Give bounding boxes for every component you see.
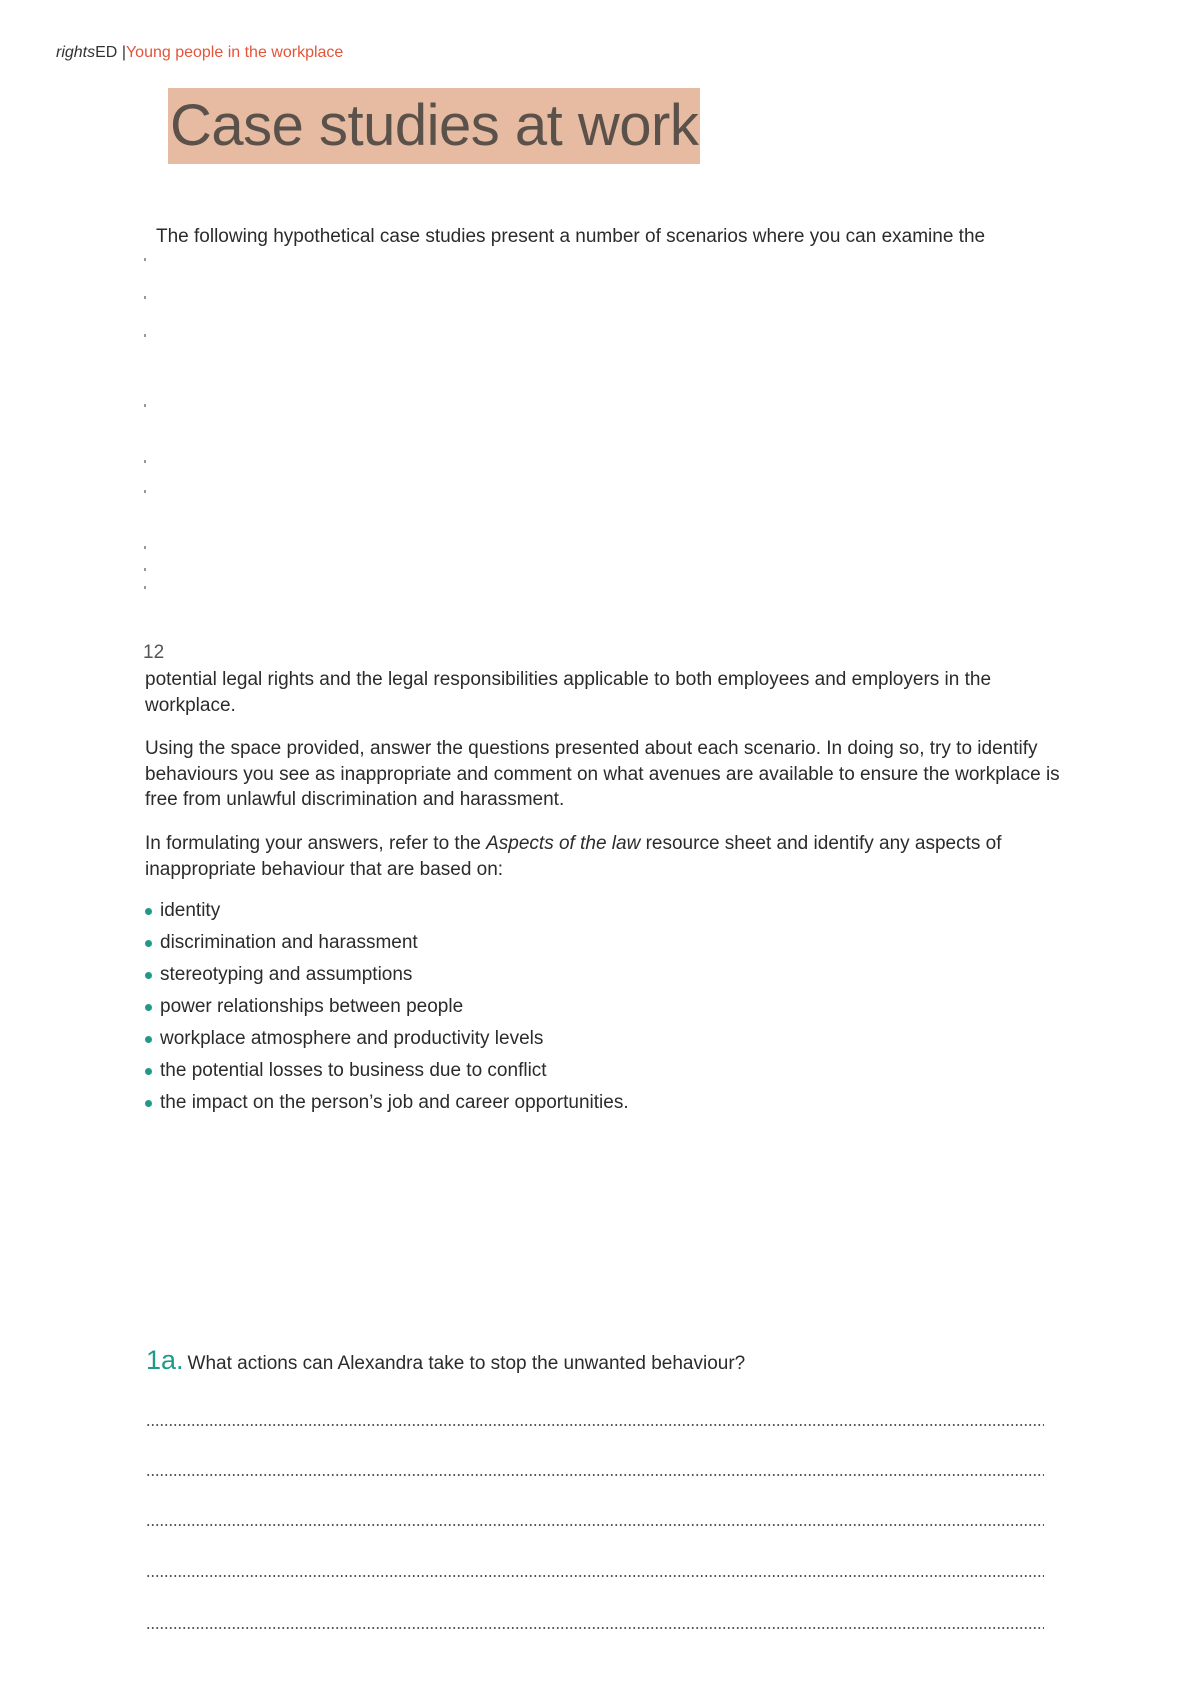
margin-mark xyxy=(144,546,146,549)
list-item-text: the impact on the person’s job and career opportunities. xyxy=(160,1092,629,1113)
list-item xyxy=(145,895,629,927)
paragraph-aspects xyxy=(145,831,1065,882)
running-header xyxy=(56,44,343,62)
question-1a xyxy=(146,1345,745,1376)
margin-mark xyxy=(144,334,146,337)
title-banner xyxy=(168,88,700,164)
list-item xyxy=(145,1055,629,1087)
bullet-dot-icon xyxy=(145,972,152,979)
brand-name-suffix: ED xyxy=(95,44,118,61)
list-item xyxy=(145,1023,629,1055)
list-item-text: the potential losses to business due to conflict xyxy=(160,1060,547,1081)
bullet-dot-icon xyxy=(145,940,152,947)
page-title: Case studies at work xyxy=(170,93,699,158)
question-text: What actions can Alexandra take to stop the unwanted behaviour? xyxy=(187,1353,746,1374)
margin-mark xyxy=(144,258,146,261)
brand-name-italic: rights xyxy=(56,44,96,61)
margin-mark xyxy=(144,568,146,571)
answer-line[interactable] xyxy=(146,1524,1044,1526)
resource-sheet-title: Aspects of the law xyxy=(486,833,641,854)
paragraph-instructions: Using the space provided, answer the questions presented about each scenario. In doing so, try to identify behaviours you see as inappropriate and comment on what avenues are available to ensure the workplace is free from unlawful discrimination and harassment. xyxy=(145,738,1060,810)
margin-mark xyxy=(144,296,146,299)
header-subtitle: Young people in the workplace xyxy=(125,44,344,61)
answer-line[interactable] xyxy=(146,1424,1044,1426)
paragraph-aspects-intro: In formulating your answers, refer to the xyxy=(145,833,487,854)
bullet-dot-icon xyxy=(145,908,152,915)
list-item-text: discrimination and harassment xyxy=(160,932,418,953)
intro-line: The following hypothetical case studies present a number of scenarios where you can examine the xyxy=(156,226,986,247)
bullet-dot-icon xyxy=(145,1068,152,1075)
list-item-text: power relationships between people xyxy=(160,996,464,1017)
question-number: 1a. xyxy=(146,1345,184,1375)
page-number: 12 xyxy=(143,642,165,663)
paragraph-aspects-rest: resource sheet and identify any aspects of inappropriate behaviour that are based on: xyxy=(145,833,1002,880)
margin-mark xyxy=(144,586,146,589)
answer-line[interactable] xyxy=(146,1627,1044,1629)
list-item-text: stereotyping and assumptions xyxy=(160,964,413,985)
bullet-dot-icon xyxy=(145,1004,152,1011)
list-item xyxy=(145,927,629,959)
margin-mark xyxy=(144,490,146,493)
bullet-dot-icon xyxy=(145,1100,152,1107)
margin-mark xyxy=(144,460,146,463)
answer-line[interactable] xyxy=(146,1575,1044,1577)
behaviour-bullet-list xyxy=(145,895,629,1119)
list-item xyxy=(145,991,629,1023)
list-item xyxy=(145,1087,629,1119)
paragraph-rights: potential legal rights and the legal responsibilities applicable to both employees and employers in the workplace. xyxy=(145,669,992,716)
margin-mark xyxy=(144,404,146,407)
list-item-text: identity xyxy=(160,900,221,921)
answer-line[interactable] xyxy=(146,1474,1044,1476)
list-item xyxy=(145,959,629,991)
list-item-text: workplace atmosphere and productivity levels xyxy=(160,1028,544,1049)
bullet-dot-icon xyxy=(145,1036,152,1043)
header-separator: | xyxy=(121,44,126,61)
